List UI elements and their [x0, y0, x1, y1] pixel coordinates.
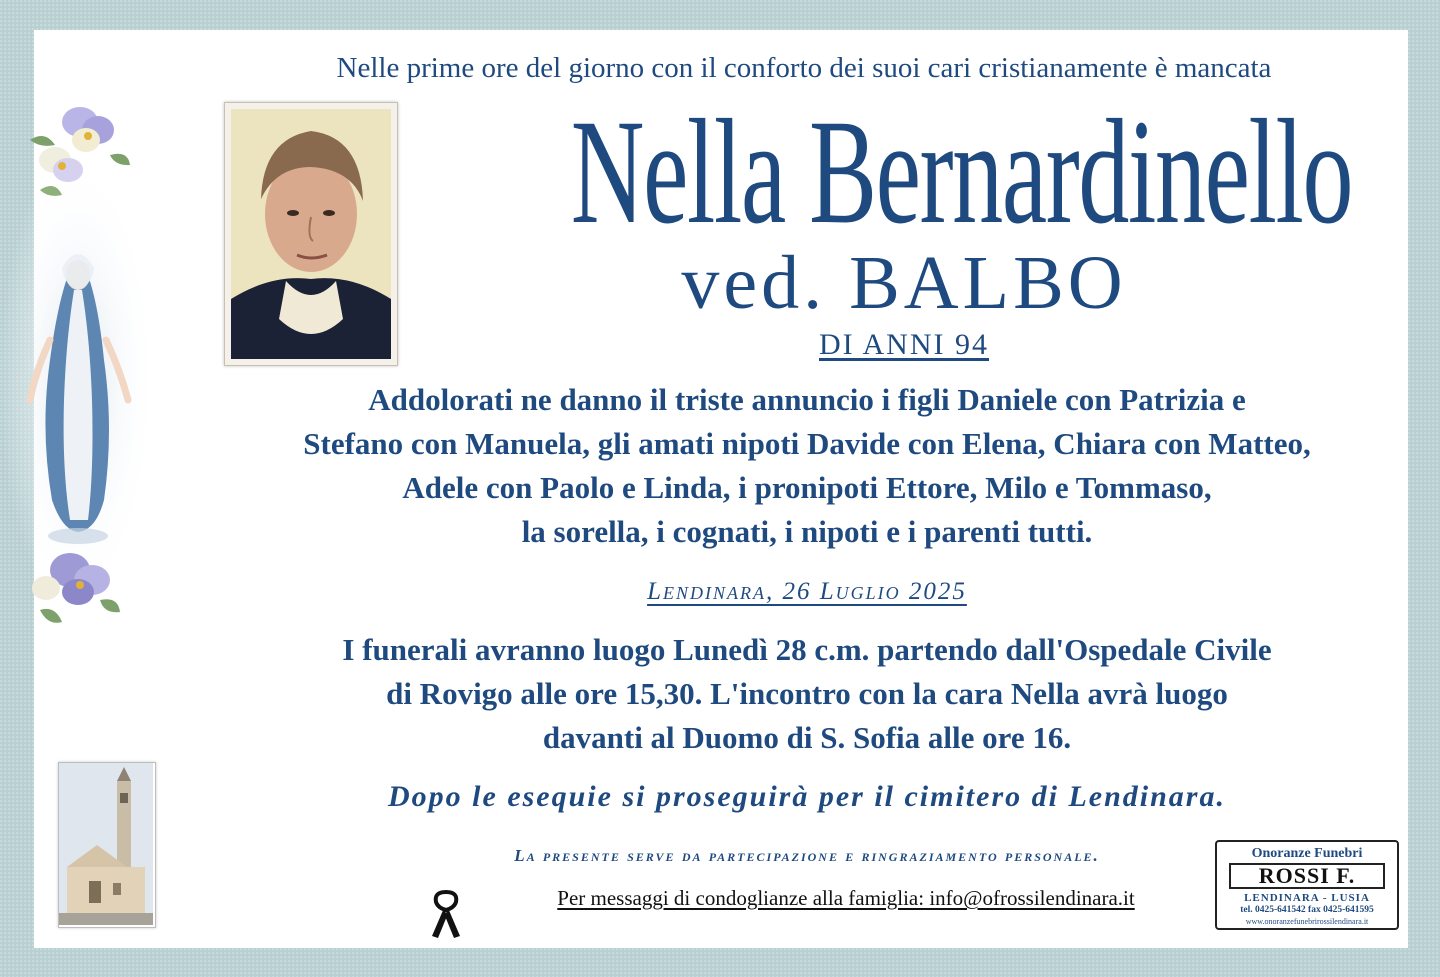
funeral-line: I funerali avranno luogo Lunedì 28 c.m. partendo dall'Ospedale Civile — [342, 632, 1272, 667]
intro-text: Nelle prime ore del giorno con il conforto dei suoi cari cristianamente è mancata — [336, 52, 1272, 84]
funeral-line: di Rovigo alle ore 15,30. L'incontro con la cara Nella avrà luogo — [386, 676, 1228, 711]
funeral-line: davanti al Duomo di S. Sofia alle ore 16. — [542, 720, 1072, 755]
church-photo — [59, 763, 153, 925]
mourning-ribbon-icon — [428, 888, 464, 940]
madonna-illustration — [0, 100, 180, 660]
announcement-line: Addolorati ne danno il triste annuncio i figli Daniele con Patrizia e — [368, 382, 1246, 417]
notice-paper — [34, 30, 1408, 948]
church-photo-frame — [58, 762, 156, 928]
logo-city: LENDINARA - LUSIA — [1244, 892, 1370, 904]
logo-name: ROSSI F. — [1229, 863, 1385, 889]
portrait-frame — [224, 102, 398, 366]
funeral-home-logo — [1215, 840, 1399, 930]
thanks-note: La presente serve da partecipazione e ringraziamento personale. — [514, 846, 1100, 865]
portrait-image — [231, 109, 391, 359]
married-name: ved. BALBO — [681, 241, 1127, 325]
place-date-line — [214, 578, 1400, 606]
logo-phone: tel. 0425-641542 fax 0425-641595 — [1240, 905, 1374, 915]
logo-tagline: Onoranze Funebri — [1251, 846, 1363, 861]
deceased-name: Nella Bernardinello — [570, 89, 1353, 255]
funeral-paragraph — [214, 628, 1400, 760]
age-text: DI ANNI 94 — [819, 328, 989, 361]
announcement-line: Stefano con Manuela, gli amati nipoti Davide con Elena, Chiara con Matteo, — [303, 426, 1311, 461]
announcement-paragraph — [214, 378, 1400, 554]
announcement-line: la sorella, i cognati, i nipoti e i parenti tutti. — [521, 514, 1093, 549]
age-line — [414, 328, 1394, 362]
place-date: Lendinara, 26 Luglio 2025 — [647, 578, 967, 605]
portrait-photo — [231, 109, 391, 359]
contact-text: Per messaggi di condoglianze alla famiglia: info@ofrossilendinara.it — [557, 886, 1135, 910]
announcement-line: Adele con Paolo e Linda, i pronipoti Ettore, Milo e Tommaso, — [402, 470, 1212, 505]
logo-website: www.onoranzefunebrirossilendinara.it — [1245, 917, 1369, 926]
closing-line: Dopo le esequie si proseguirà per il cimitero di Lendinara. — [388, 780, 1226, 813]
